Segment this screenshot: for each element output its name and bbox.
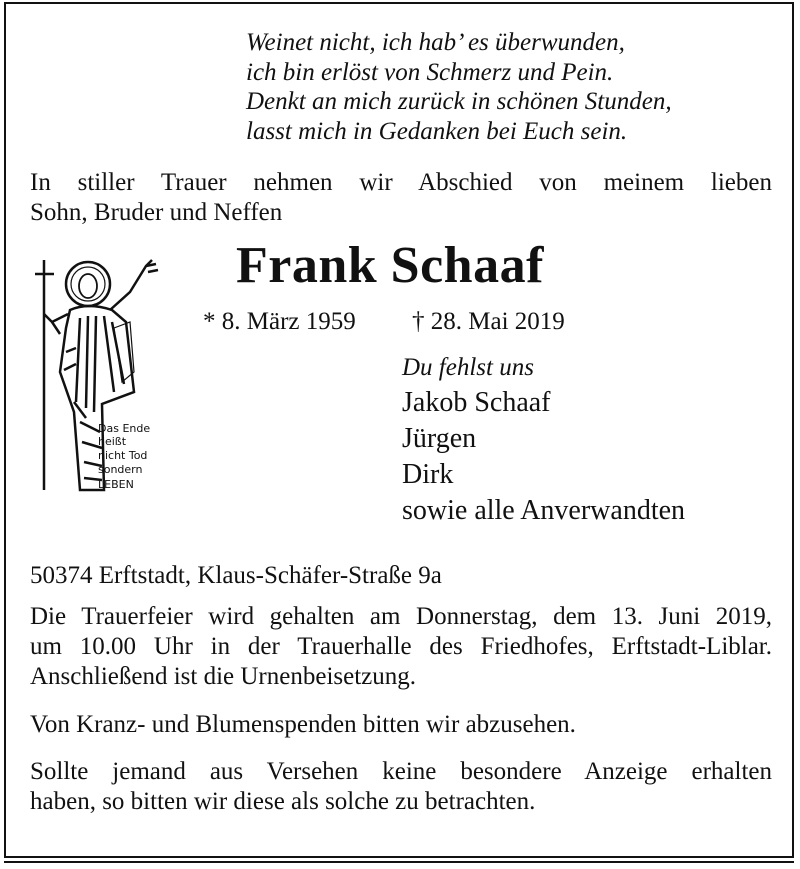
mourners-heading: Du fehlst uns bbox=[402, 354, 534, 381]
funeral-line: Die Trauerfeier wird gehalten am Donnerstag, dem 13. Juni 2019, bbox=[30, 603, 772, 630]
poem-line: ich bin erlöst von Schmerz und Pein. bbox=[246, 58, 614, 86]
intro-line: Sohn, Bruder und Neffen bbox=[30, 199, 283, 226]
flowers-line: Von Kranz- und Blumenspenden bitten wir abzusehen. bbox=[30, 711, 576, 738]
funeral-line: um 10.00 Uhr in der Trauerhalle des Friedhofes, Erftstadt-Liblar. bbox=[30, 633, 772, 660]
mourner-name: Jürgen bbox=[402, 423, 477, 454]
christ-figure-illustration bbox=[30, 252, 162, 502]
death-date: † 28. Mai 2019 bbox=[412, 308, 565, 335]
funeral-details bbox=[30, 602, 772, 692]
inscription-line: LEBEN bbox=[98, 478, 134, 491]
poem-line: Denkt an mich zurück in schönen Stunden, bbox=[246, 88, 672, 115]
inscription-line: Das Ende bbox=[98, 422, 151, 435]
flowers-note bbox=[30, 710, 772, 740]
inscription-line: sondern bbox=[98, 463, 143, 476]
birth-date: * 8. März 1959 bbox=[203, 308, 356, 335]
intro-text bbox=[30, 168, 772, 228]
mourner-name: Dirk bbox=[402, 459, 454, 490]
mourner-name: Jakob Schaaf bbox=[402, 387, 551, 418]
poem-line: Weinet nicht, ich hab’ es überwunden, bbox=[246, 29, 625, 56]
inscription-line: heißt bbox=[98, 435, 127, 448]
bottom-rule bbox=[4, 861, 794, 863]
inscription-line: nicht Tod bbox=[98, 449, 148, 462]
mourners-block bbox=[402, 353, 685, 529]
mourner-name: sowie alle Anverwandten bbox=[402, 495, 686, 526]
notice-line: Sollte jemand aus Versehen keine besondere Anzeige erhalten bbox=[30, 758, 772, 785]
funeral-line: Anschließend ist die Urnenbeisetzung. bbox=[30, 663, 417, 690]
intro-line: In stiller Trauer nehmen wir Abschied von meinem lieben bbox=[30, 169, 772, 196]
address: 50374 Erftstadt, Klaus-Schäfer-Straße 9a bbox=[30, 562, 442, 589]
poem bbox=[246, 28, 672, 146]
notice-line: haben, so bitten wir diese als solche zu betrachten. bbox=[30, 788, 536, 815]
poem-line: lasst mich in Gedanken bei Euch sein. bbox=[246, 117, 628, 145]
notice-note bbox=[30, 757, 772, 817]
deceased-name: Frank Schaaf bbox=[236, 237, 544, 294]
